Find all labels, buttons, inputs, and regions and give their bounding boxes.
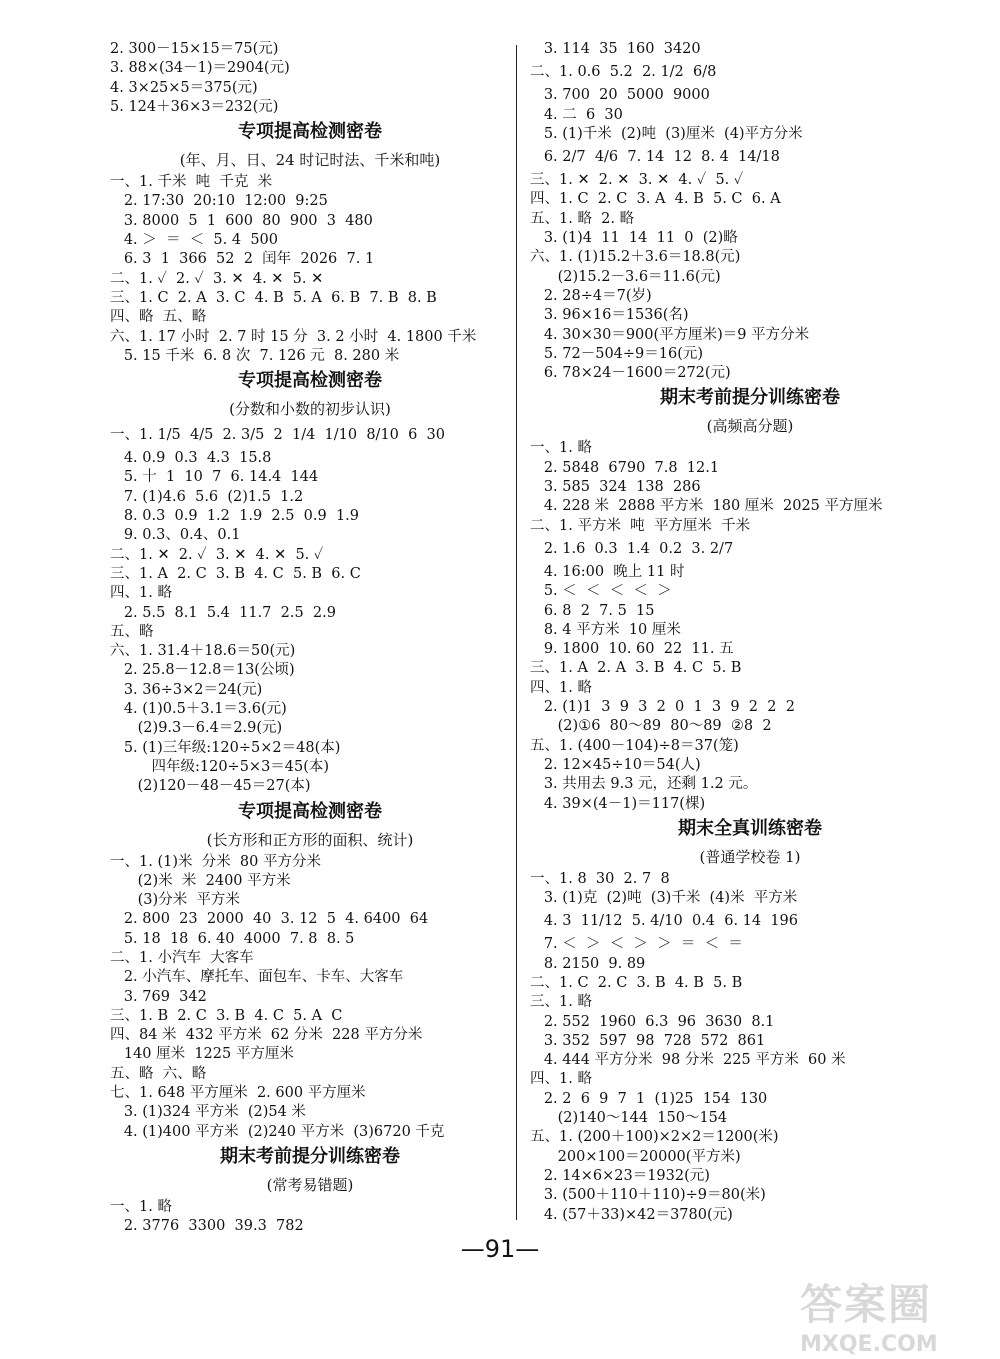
- answer-line: 四、1. 略: [110, 585, 172, 602]
- answer-line: 6. 78×24－1600＝272(元): [530, 365, 731, 382]
- answer-line: 8. 4 平方米 10 厘米: [530, 621, 681, 638]
- answer-line: 六、1. 31.4＋18.6＝50(元): [110, 643, 296, 660]
- answer-line: 4. (1)0.5＋3.1＝3.6(元): [110, 701, 287, 718]
- page-number: —91—: [460, 1235, 540, 1263]
- answer-line: 5. (1)千米 (2)吨 (3)厘米 (4)平方分米: [530, 125, 803, 142]
- watermark-logo: [800, 1272, 990, 1357]
- answer-line: 四、1. C 2. C 3. A 4. B 5. C 6. A: [530, 191, 781, 208]
- answer-line: 二、1. 0.6 5.2 2. 1/2 6/8: [530, 64, 717, 81]
- answer-line: 3. (1)克 (2)吨 (3)千米 (4)米 平方米: [530, 890, 798, 907]
- answer-line: 四、1. 略: [530, 1071, 592, 1088]
- answer-line: 二、1. ✕ 2. ✓ 3. ✕ 4. ✕ 5. ✓: [110, 546, 324, 563]
- answer-line: 3. 769 342: [110, 988, 207, 1005]
- answer-line: 五、1. 略 2. 略: [530, 210, 635, 227]
- answer-line: 2. 3776 3300 39.3 782: [110, 1218, 304, 1235]
- right-column: [530, 40, 970, 1225]
- answer-line: 二、1. 小汽车 大客车: [110, 949, 254, 966]
- answer-line: 七、1. 648 平方厘米 2. 600 平方厘米: [110, 1085, 366, 1102]
- answer-line: 2. 5.5 8.1 5.4 11.7 2.5 2.9: [110, 604, 336, 621]
- section-subtitle: (年、月、日、24 时记时法、千米和吨): [179, 151, 441, 170]
- answer-line: 3. 共用去 9.3 元，还剩 1.2 元。: [530, 776, 758, 793]
- answer-line: 4. ＞ ＝ ＜ 5. 4 500: [110, 232, 278, 249]
- answer-line: 3. 8000 5 1 600 80 900 3 480: [110, 212, 373, 229]
- answer-line: 一、1. 略: [530, 440, 592, 457]
- answer-line: 五、1. (200＋100)×2×2＝1200(米): [530, 1129, 779, 1146]
- answer-line: 3. 114 35 160 3420: [530, 41, 701, 57]
- answer-line: (2)米 米 2400 平方米: [110, 872, 291, 889]
- answer-line: 3. 352 597 98 728 572 861: [530, 1032, 766, 1049]
- section-subtitle: (普通学校卷 1): [699, 847, 801, 866]
- section-subtitle: (高频高分题): [706, 417, 794, 436]
- answer-line: 2. 5848 6790 7.8 12.1: [530, 459, 720, 476]
- section-title: 专项提高检测密卷: [238, 121, 382, 143]
- answer-line: 2. 800 23 2000 40 3. 12 5 4. 6400 64: [110, 911, 429, 928]
- answer-line: 三、1. A 2. C 3. B 4. C 5. B 6. C: [110, 565, 361, 582]
- answer-line: (2)140～144 150～154: [530, 1110, 728, 1127]
- answer-line: 6. 3 1 366 52 2 闰年 2026 7. 1: [110, 251, 375, 268]
- answer-line: 4. 30×30＝900(平方厘米)＝9 平方分米: [530, 326, 810, 343]
- answer-line: 4. 二 6 30: [530, 106, 623, 123]
- answer-line: 2. (1)1 3 9 3 2 0 1 3 9 2 2 2: [530, 699, 795, 716]
- answer-line: 一、1. 1/5 4/5 2. 3/5 2 1/4 1/10 8/10 6 30: [110, 427, 446, 444]
- answer-line: (2)①6 80～89 80～89 ②8 2: [530, 718, 772, 735]
- answer-line: 4. 444 平方分米 98 分米 225 平方米 60 米: [530, 1052, 846, 1069]
- answer-line: 六、1. (1)15.2＋3.6＝18.8(元): [530, 249, 741, 266]
- answer-line: 一、1. 略: [110, 1198, 172, 1215]
- section-subtitle: (分数和小数的初步认识): [229, 400, 391, 419]
- answer-line: 2. 28÷4＝7(岁): [530, 287, 652, 304]
- answer-line: 4. 228 米 2888 平方米 180 厘米 2025 平方厘米: [530, 498, 883, 515]
- answer-line: 4. 16:00 晚上 11 时: [530, 563, 685, 580]
- answer-line: 六、1. 17 小时 2. 7 时 15 分 3. 2 小时 4. 1800 千米: [110, 328, 477, 345]
- answer-line: 5. 72－504÷9＝16(元): [530, 345, 704, 362]
- answer-line: 2. 300－15×15＝75(元): [110, 41, 279, 57]
- answer-line: 9. 0.3、0.4、0.1: [110, 527, 241, 544]
- section-title: 期末考前提分训练密卷: [220, 1145, 400, 1167]
- answer-line: 三、1. B 2. C 3. B 4. C 5. A C: [110, 1007, 343, 1024]
- answer-line: 6. 2/7 4/6 7. 14 12 8. 4 14/18: [530, 149, 780, 166]
- answer-line: 2. 17:30 20:10 12:00 9:25: [110, 193, 328, 210]
- answer-line: 四、略 五、略: [110, 309, 207, 326]
- answer-line: 4. (1)400 平方米 (2)240 平方米 (3)6720 千克: [110, 1123, 445, 1140]
- answer-line: 5. 15 千米 6. 8 次 7. 126 元 8. 280 米: [110, 347, 400, 364]
- answer-line: 4. (57＋33)×42＝3780(元): [530, 1206, 733, 1223]
- column-divider: [516, 45, 517, 1220]
- answer-line: 4. 3 11/12 5. 4/10 0.4 6. 14 196: [530, 913, 799, 930]
- answer-line: (2)9.3－6.4＝2.9(元): [110, 720, 283, 737]
- answer-line: 5. 18 18 6. 40 4000 7. 8 8. 5: [110, 930, 355, 947]
- left-column: [110, 40, 510, 1237]
- section-title: 专项提高检测密卷: [238, 800, 382, 822]
- watermark-url: MXQE.COM: [800, 1332, 938, 1357]
- answer-line: 五、1. (400－104)÷8＝37(笼): [530, 737, 739, 754]
- answer-line: 四、1. 略: [530, 679, 592, 696]
- answer-line: 2. 1.6 0.3 1.4 0.2 3. 2/7: [530, 540, 734, 557]
- answer-line: 3. 700 20 5000 9000: [530, 87, 710, 104]
- answer-line: 2. 小汽车、摩托车、面包车、卡车、大客车: [110, 969, 404, 986]
- answer-line: (3)分米 平方米: [110, 892, 240, 909]
- answer-line: 5. 十 1 10 7 6. 14.4 144: [110, 469, 319, 486]
- answer-line: 三、1. C 2. A 3. C 4. B 5. A 6. B 7. B 8. B: [110, 289, 437, 306]
- answer-line: 3. 96×16＝1536(名): [530, 307, 689, 324]
- answer-line: (2)120－48－45＝27(本): [110, 778, 311, 795]
- answer-line: 3. (500＋110＋110)÷9＝80(米): [530, 1187, 766, 1204]
- answer-line: 四年级:120÷5×3＝45(本): [110, 758, 330, 775]
- answer-line: 五、略 六、略: [110, 1065, 207, 1082]
- answer-line: 4. 0.9 0.3 4.3 15.8: [110, 450, 272, 467]
- answer-line: 3. 36÷3×2＝24(元): [110, 681, 263, 698]
- answer-line: 9. 1800 10. 60 22 11. 五: [530, 641, 734, 658]
- answer-line: 7. (1)4.6 5.6 (2)1.5 1.2: [110, 488, 304, 505]
- answer-line: 4. 39×(4－1)＝117(棵): [530, 795, 706, 812]
- answer-line: 二、1. ✓ 2. ✓ 3. ✕ 4. ✕ 5. ✕: [110, 270, 324, 287]
- answer-line: 5. ＜ ＜ ＜ ＜ ＞: [530, 583, 672, 600]
- answer-line: 2. 552 1960 6.3 96 3630 8.1: [530, 1013, 775, 1030]
- answer-line: (2)15.2－3.6＝11.6(元): [530, 268, 721, 285]
- answer-line: 2. 14×6×23＝1932(元): [530, 1167, 710, 1184]
- answer-line: 三、1. 略: [530, 994, 592, 1011]
- answer-line: 一、1. (1)米 分米 80 平方分米: [110, 853, 321, 870]
- answer-line: 8. 0.3 0.9 1.2 1.9 2.5 0.9 1.9: [110, 508, 359, 525]
- answer-line: 一、1. 千米 吨 千克 米: [110, 174, 273, 191]
- section-title: 期末考前提分训练密卷: [660, 387, 840, 409]
- answer-line: 6. 8 2 7. 5 15: [530, 602, 655, 619]
- section-subtitle: (长方形和正方形的面积、统计): [206, 830, 414, 849]
- answer-line: 3. (1)4 11 14 11 0 (2)略: [530, 230, 738, 247]
- answer-line: 四、84 米 432 平方米 62 分米 228 平方分米: [110, 1027, 423, 1044]
- answer-line: 3. 88×(34－1)＝2904(元): [110, 60, 290, 77]
- section-subtitle: (常考易错题): [266, 1175, 354, 1194]
- answer-line: 8. 2150 9. 89: [530, 955, 646, 972]
- answer-line: 4. 3×25×5＝375(元): [110, 79, 258, 96]
- answer-line: 一、1. 8 30 2. 7 8: [530, 870, 670, 887]
- answer-line: 3. (1)324 平方米 (2)54 米: [110, 1104, 306, 1121]
- answer-line: 7. ＜ ＞ ＜ ＞ ＞ ＝ ＜ ＝: [530, 936, 743, 953]
- answer-line: 三、1. ✕ 2. ✕ 3. ✕ 4. ✓ 5. ✓: [530, 172, 744, 189]
- section-title: 专项提高检测密卷: [238, 370, 382, 392]
- answer-line: 3. 585 324 138 286: [530, 479, 701, 496]
- answer-line: 2. 25.8－12.8＝13(公顷): [110, 662, 295, 679]
- answer-line: 140 厘米 1225 平方厘米: [110, 1046, 294, 1063]
- answer-line: 2. 2 6 9 7 1 (1)25 154 130: [530, 1090, 768, 1107]
- answer-line: 200×100＝20000(平方米): [530, 1148, 741, 1165]
- watermark-logo-text: 答案圈: [800, 1280, 933, 1329]
- answer-line: 五、略: [110, 623, 154, 640]
- answer-line: 5. 124＋36×3＝232(元): [110, 98, 279, 115]
- answer-line: 三、1. A 2. A 3. B 4. C 5. B: [530, 660, 742, 677]
- answer-line: 二、1. C 2. C 3. B 4. B 5. B: [530, 974, 743, 991]
- answer-line: 5. (1)三年级:120÷5×2＝48(本): [110, 739, 341, 756]
- answer-line: 2. 12×45÷10＝54(人): [530, 756, 701, 773]
- section-title: 期末全真训练密卷: [678, 817, 822, 839]
- answer-line: 二、1. 平方米 吨 平方厘米 千米: [530, 517, 751, 534]
